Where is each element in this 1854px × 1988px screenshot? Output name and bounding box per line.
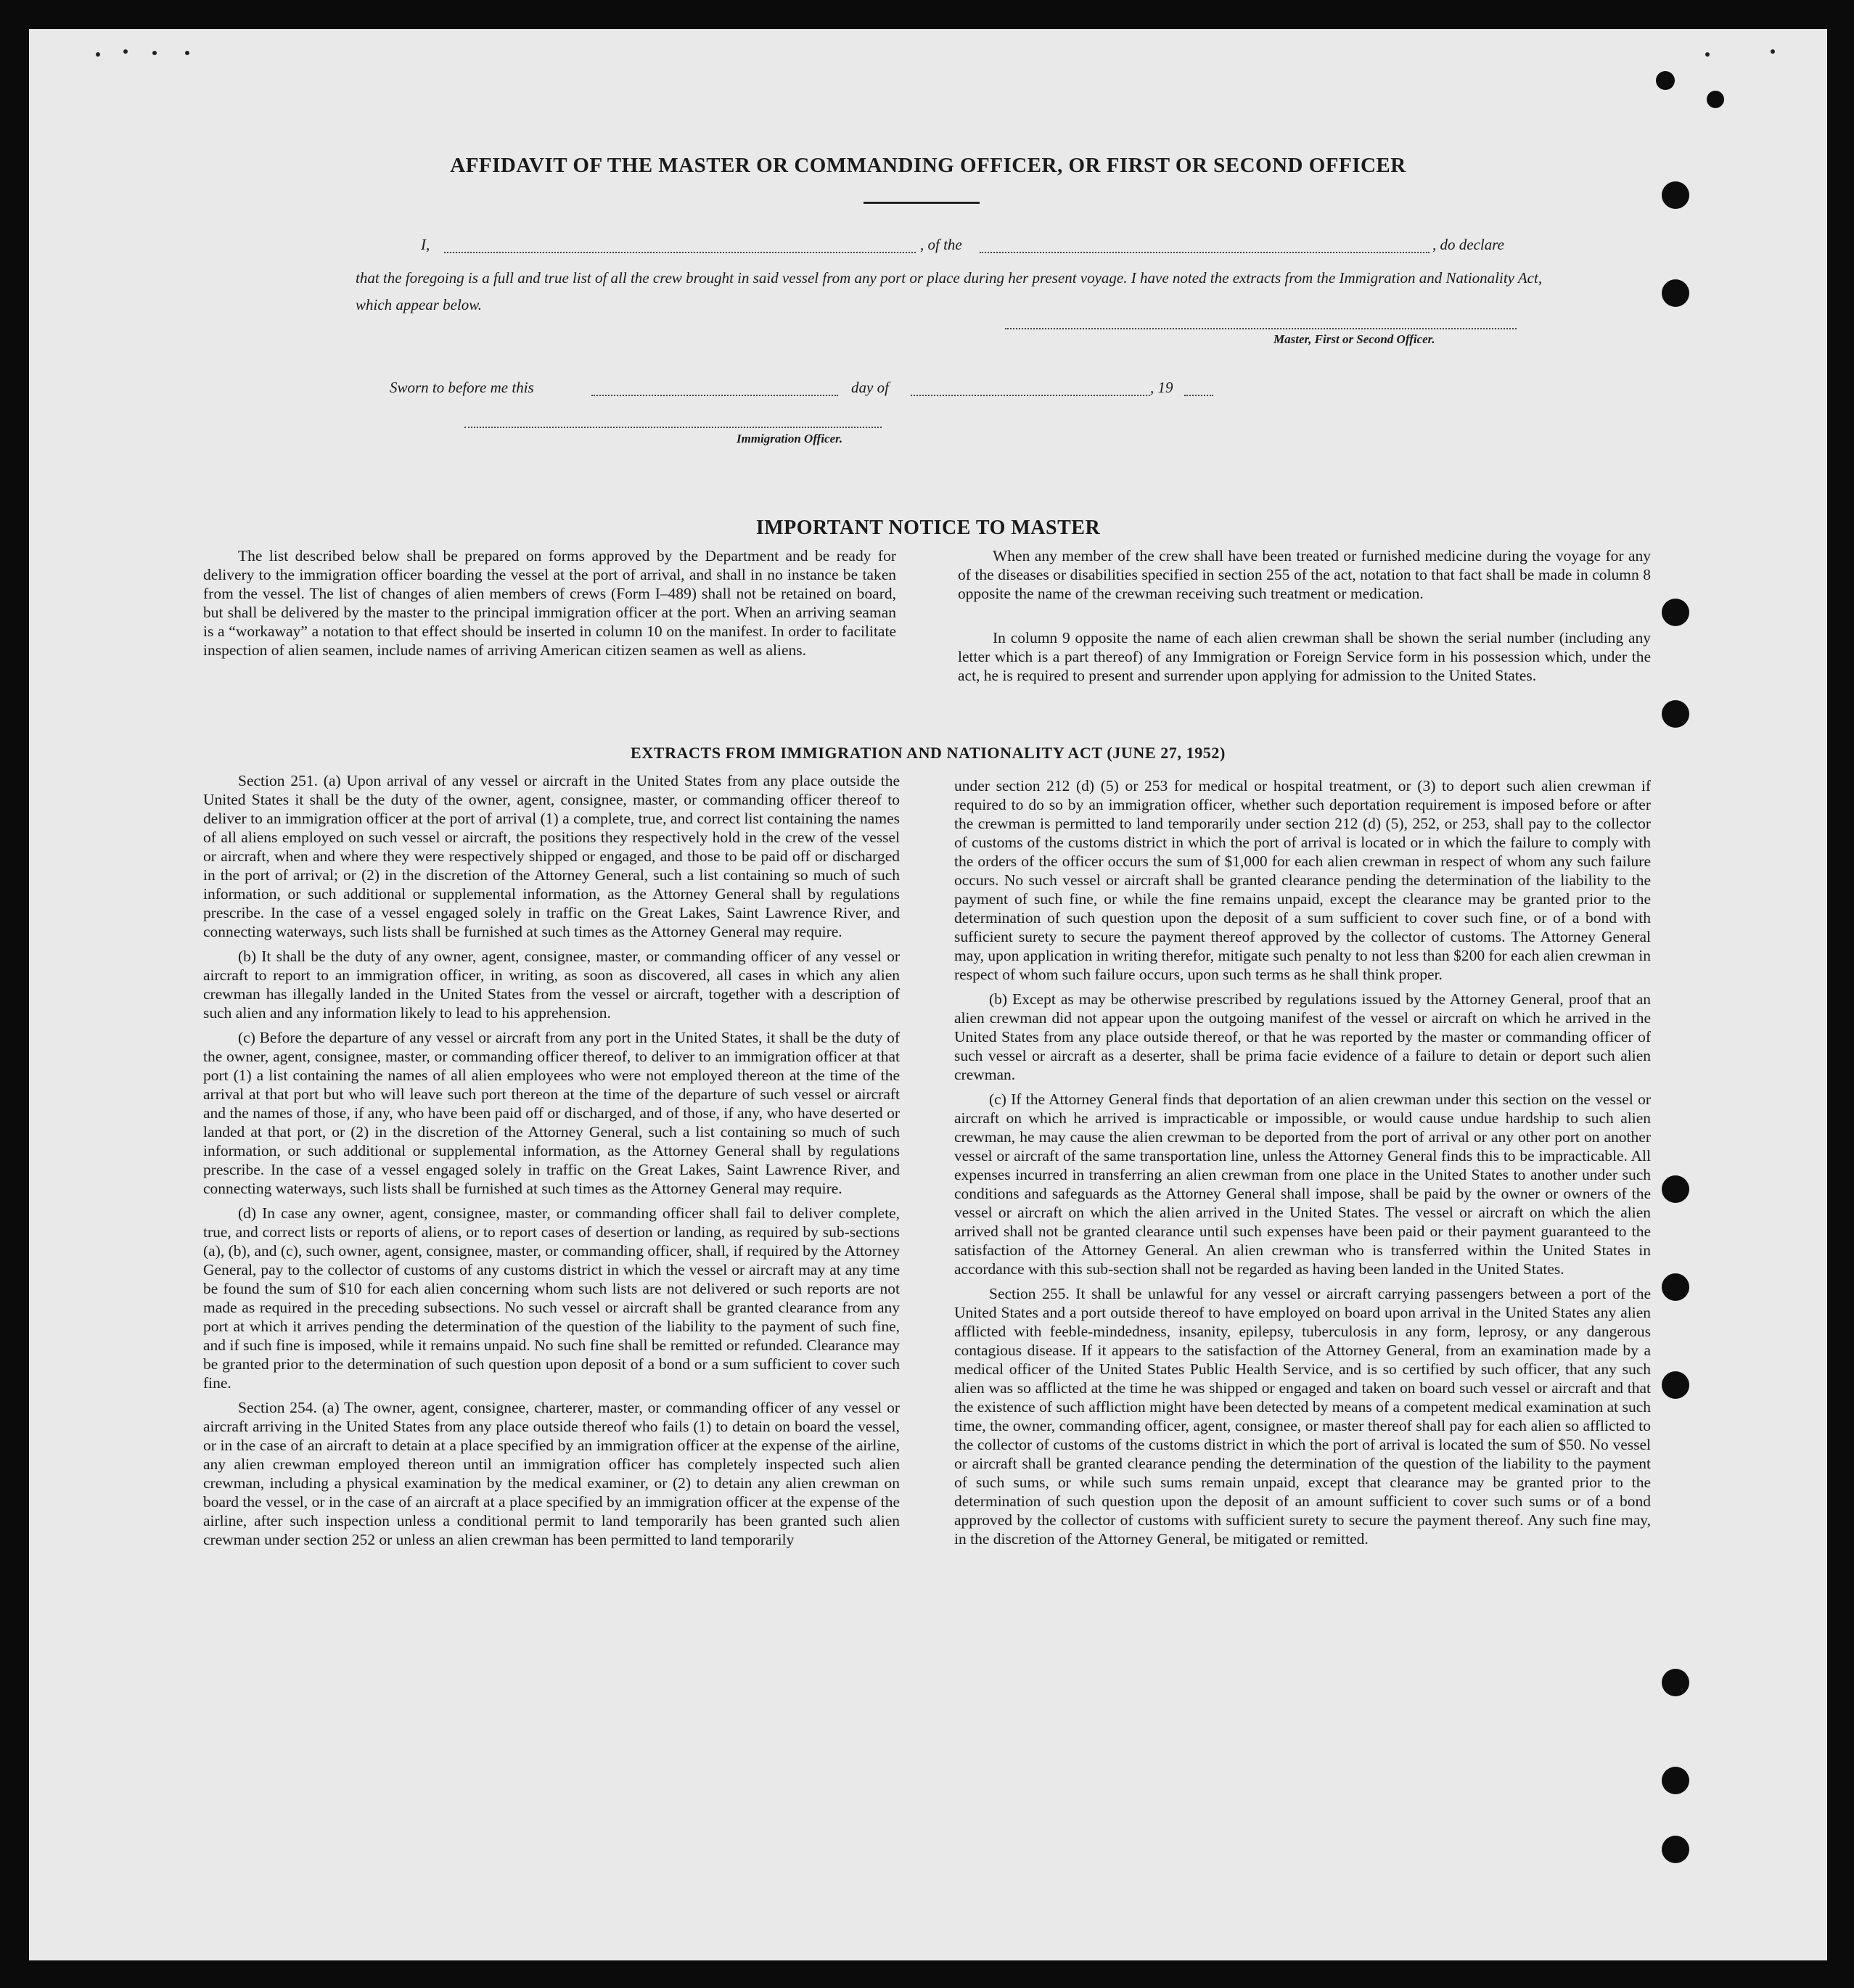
scan-speck	[185, 51, 189, 55]
affidavit-title: AFFIDAVIT OF THE MASTER OR COMMANDING OFFICER, OR FIRST OR SECOND OFFICER	[450, 154, 1406, 177]
punch-hole	[1662, 1836, 1689, 1863]
i-label: I,	[421, 236, 430, 253]
day-field[interactable]	[591, 395, 838, 396]
section-254-a: Section 254. (a) The owner, agent, consignee, charterer, master, or commanding officer of any vessel or aircraft arriving in the United States from any place outside thereof who fails (1) to detain on board the vessel, or in the case of an aircraft to detain at a place specified by an immigration officer at the expense of the airline, any alien crewman employed thereon until an immigration officer has completely inspected such alien crewman, including a physical examination by the medical examiner, or (2) to detain any alien crewman on board the vessel, or in the case of an aircraft at a place specified by an immigration officer at the expense of the airline, after such inspection unless a conditional permit to land temporarily has been granted such alien crewman under section 252 or unless an alien crewman has been permitted to land temporarily	[203, 1399, 900, 1548]
scan-speck	[1705, 52, 1710, 57]
scan-speck	[152, 51, 157, 55]
of-the-label: , of the	[920, 236, 962, 253]
year-label: , 19	[1150, 379, 1173, 396]
section-251-a: Section 251. (a) Upon arrival of any vessel or aircraft in the United States from any place outside the United States it shall be the duty of the owner, agent, consignee, master, or commanding officer thereof to deliver to an immigration officer at the port of arrival (1) a complete, true, and correct list containing the names of all aliens employed on such vessel or aircraft, the positions they respectively hold in the crew of the vessel or aircraft, when and where they were respectively shipped or engaged, and those to be paid off or discharged in the port of arrival; or (2) in the discretion of the Attorney General, such a list containing so much of such information, or such additional or supplemental information, as the Attorney General shall by regulations prescribe. In the case of a vessel engaged solely in traffic on the Great Lakes, Saint Lawrence River, and connecting waterways, such lists shall be furnished at such times as the Attorney General may require.	[203, 772, 900, 940]
punch-hole	[1662, 700, 1689, 728]
section-254-c: (c) If the Attorney General finds that deportation of an alien crewman under this section on the vessel or aircraft on which he arrived is impracticable or impossible, or would cause undue hardship to such alien crewman, he may cause the alien crewman to be deported from the port of arrival or any other port on another vessel or aircraft of the same transportation line, unless the Attorney General finds this to be impracticable. All expenses incurred in transferring an alien crewman from one place in the United States to another under such conditions and safeguards as the Attorney General shall impose, shall be paid by the owner or owners of the vessel or aircraft on which the alien arrived in the United States. The vessel or aircraft on which the alien arrived shall not be granted clearance until such expenses have been paid or their payment guaranteed to the satisfaction of the Attorney General. An alien crewman who is transferred within the United States in accordance with this sub-section shall not be regarded as having been landed in the United States.	[954, 1090, 1651, 1278]
extracts-right-column	[954, 776, 1651, 1554]
section-254-a-continued: under section 212 (d) (5) or 253 for medical or hospital treatment, or (3) to deport such alien crewman if required to do so by an immigration officer, whether such deportation requirement is imposed before or after the crewman is permitted to land temporarily under section 212 (d) (5), 252, or 253, shall pay to the collector of customs of the customs district in which the port of arrival is located or in which the failure to comply with the orders of the officer occurs the sum of $1,000 for each alien crewman in respect of whom any such failure occurs. No such vessel or aircraft shall be granted clearance pending the determination of the liability to the payment of such fine, or while the fine remains unpaid, except the clearance may be granted prior to the determination of such question upon the deposit of a sum sufficient to cover such fine, or of a bond with sufficient surety to secure the payment thereof approved by the collector of customs. The Attorney General may, upon application in writing therefor, mitigate such penalty to not less than $200 for each alien crewman in respect of whom such failure occurs, upon such terms as he shall think proper.	[954, 777, 1651, 983]
extracts-title: EXTRACTS FROM IMMIGRATION AND NATIONALITY ACT (JUNE 27, 1952)	[631, 744, 1226, 762]
day-of-label: day of	[851, 379, 889, 396]
punch-hole	[1662, 279, 1689, 307]
document-page	[29, 29, 1827, 1960]
section-251-c: (c) Before the departure of any vessel or aircraft from any port in the United States, it shall be the duty of the owner, agent, consignee, master, or commanding officer thereof, to deliver to an immigration officer at that port (1) a list containing the names of all alien employees who were not employed thereon at the time of the arrival at that port but who will leave such port thereon at the time of the departure of such vessel or aircraft and the names of those, if any, who have been paid off or discharged, and of those, if any, who have deserted or landed at that port, or (2) in the discretion of the Attorney General, such a list containing so much of such information, or such additional or supplemental information, as the Attorney General shall by regulations prescribe. In the case of a vessel engaged solely in traffic on the Great Lakes, Saint Lawrence River, and connecting waterways, such lists shall be furnished at such times as the Attorney General may require.	[203, 1029, 900, 1197]
notice-left-paragraph: The list described below shall be prepared on forms approved by the Department and be ready for delivery to the immigration officer boarding the vessel at the port of arrival, and shall in no instance be taken from the vessel. The list of changes of alien members of crews (Form I–489) shall not be retained on board, but shall be delivered by the master to the principal immigration officer at the port. When an arriving seaman is a “workaway” a notation to that effect should be inserted in column 10 on the manifest. In order to facilitate inspection of alien seamen, include names of arriving American citizen seamen as well as aliens.	[203, 547, 896, 659]
notice-right-paragraph-1: When any member of the crew shall have been treated or furnished medicine during the voyage for any of the diseases or disabilities specified in section 255 of the act, notation to that fact shall be made in column 8 opposite the name of the crewman receiving such treatment or medication.	[958, 547, 1651, 602]
do-declare-label: , do declare	[1432, 236, 1504, 253]
section-255: Section 255. It shall be unlawful for any vessel or aircraft carrying passengers between a port of the United States and a port outside thereof to have employed on board upon arrival in the United States any alien afflicted with feeble-mindedness, insanity, epilepsy, tuberculosis in any form, leprosy, or any dangerous contagious disease. If it appears to the satisfaction of the Attorney General, from an examination made by a medical officer of the United States Public Health Service, and is so certified by such officer, that any such alien was so afflicted at the time he was shipped or engaged and taken on board such vessel or aircraft and that the existence of such affliction might have been detected by means of a competent medical examination at such time, the owner, commanding officer, agent, consignee, or master thereof shall pay for each alien so afflicted to the collector of customs of the customs district in which the port of arrival is located the sum of $50. No vessel or aircraft shall be granted clearance pending the determination of the question of the liability to the payment of such sums, or while such sums remain unpaid, except that clearance may be granted prior to the determination of such question upon the deposit of an amount sufficient to cover such sums or of a bond approved by the collector of customs with sufficient surety to secure the payment thereof. Any such fine may, in the discretion of the Attorney General, be mitigated or remitted.	[954, 1285, 1651, 1548]
notice-title: IMPORTANT NOTICE TO MASTER	[755, 517, 1101, 539]
declaration-text: that the foregoing is a full and true list of all the crew brought in said vessel from any port or place during her present voyage. I have noted the extracts from the Immigration and Nationality Act, which appear below.	[356, 269, 1543, 313]
master-signature-line[interactable]	[1005, 328, 1517, 329]
punch-hole	[1662, 599, 1689, 626]
month-field[interactable]	[911, 395, 1150, 396]
officer-signature-line[interactable]	[464, 427, 882, 428]
extracts-left-column	[203, 771, 900, 1555]
punch-hole	[1662, 1175, 1689, 1203]
punch-hole	[1662, 1669, 1689, 1696]
scan-speck	[1771, 49, 1775, 54]
officer-caption: Immigration Officer.	[737, 432, 843, 445]
year-field[interactable]	[1184, 395, 1213, 396]
vessel-field[interactable]	[980, 252, 1430, 253]
punch-hole	[1662, 1767, 1689, 1794]
punch-hole	[1662, 1273, 1689, 1301]
section-254-b: (b) Except as may be otherwise prescribed by regulations issued by the Attorney General, proof that an alien crewman did not appear upon the outgoing manifest of the vessel or aircraft on which he arrived in the United States from any place outside thereof, or that he was reported by the master or commanding officer of such vessel or aircraft as a deserter, shall be prima facie evidence of a failure to detain or deport such alien crewman.	[954, 990, 1651, 1083]
scan-speck	[123, 49, 128, 54]
notice-right-paragraph-2: In column 9 opposite the name of each alien crewman shall be shown the serial number (including any letter which is a part thereof) of any Immigration or Foreign Service form in his possession which, under the act, he is required to present and surrender upon applying for admission to the United States.	[958, 629, 1651, 684]
punch-hole	[1707, 91, 1724, 108]
name-field[interactable]	[444, 252, 916, 253]
punch-hole	[1662, 1371, 1689, 1399]
punch-hole	[1662, 181, 1689, 209]
title-rule	[864, 202, 980, 204]
scan-speck	[96, 52, 100, 57]
section-251-d: (d) In case any owner, agent, consignee, master, or commanding officer shall fail to deliver complete, true, and correct lists or reports of aliens, or to report cases of desertion or landing, as required by sub-sections (a), (b), and (c), such owner, agent, consignee, master, or commanding officer, shall, if required by the Attorney General, pay to the collector of customs of any customs district in which the vessel or aircraft may at any time be found the sum of $10 for each alien concerning whom such lists are not delivered or such reports are not made as required in the preceding subsections. No such vessel or aircraft shall be granted clearance from any port at which it arrives pending the determination of the question of the liability to the payment of such fine, and if such fine is imposed, while it remains unpaid. No such fine shall be remitted or refunded. Clearance may be granted prior to the determination of such question upon deposit of a bond or a sum sufficient to cover such fine.	[203, 1204, 900, 1392]
section-251-b: (b) It shall be the duty of any owner, agent, consignee, master, or commanding officer of any vessel or aircraft to report to an immigration officer, in writing, as soon as discovered, all cases in which any alien crewman has illegally landed in the United States from the vessel or aircraft, together with a description of such alien and any information likely to lead to his apprehension.	[203, 948, 900, 1022]
punch-hole	[1656, 71, 1675, 90]
sworn-label: Sworn to before me this	[390, 379, 534, 396]
master-caption: Master, First or Second Officer.	[1273, 332, 1435, 346]
